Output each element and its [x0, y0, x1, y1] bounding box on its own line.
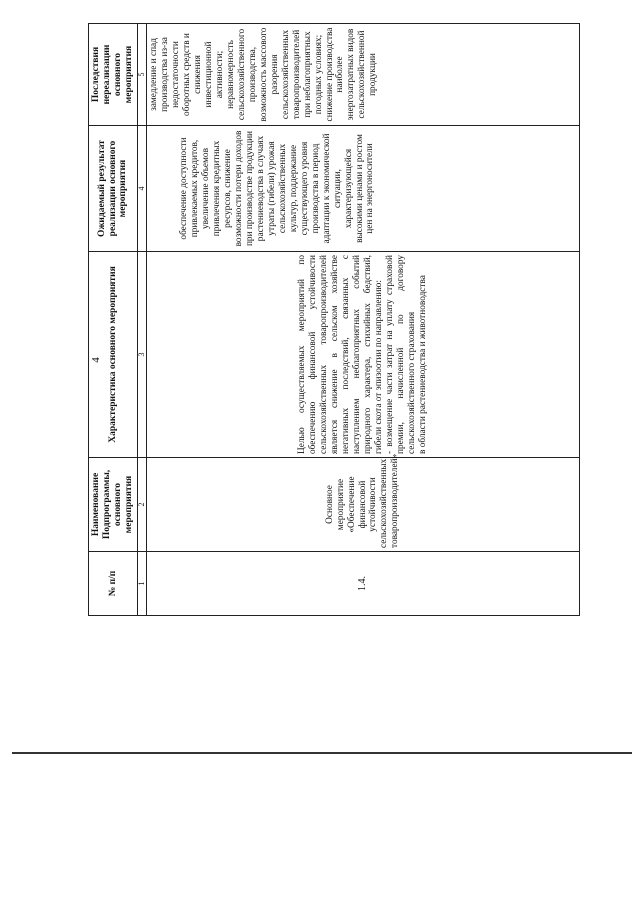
row-name: Основное мероприятие «Обеспечение финансовой устойчивости сельскохозяйственных товаропроизводителей»	[147, 458, 580, 552]
characteristic-paragraph: - возмещение части затрат на уплату страховой премии, начисленной по договору сельскохозяйственного страхования	[384, 255, 417, 454]
header-result: Ожидаемый результат реализации основного мероприятия	[89, 126, 138, 252]
row-number: 1.4.	[147, 552, 580, 616]
header-consequences: Последствия нереализации основного мероприятия	[89, 24, 138, 126]
column-number: 5	[138, 24, 147, 126]
row-result: обеспечение доступности привлекаемых кредитов, увеличение объемов привлечения кредитных ресурсов, снижение возможности потери доходов при производстве продукции растениеводства в случаях утраты (гибели) урожая сельскохозяйственных культур, поддержание существующего уровня производства в период адаптации к экономической ситуации, характеризующейся высокими ценами и ростом цен на энергоносители	[147, 126, 580, 252]
column-number: 1	[138, 552, 147, 616]
table-row	[147, 24, 580, 616]
header-characteristic: Характеристика основного мероприятия	[89, 252, 138, 458]
characteristic-paragraph: в области растениеводства и животноводства	[417, 275, 428, 454]
page-number: 4	[89, 357, 102, 363]
column-number-row	[138, 24, 147, 616]
program-table	[88, 23, 580, 616]
header-row	[89, 24, 138, 616]
column-number: 3	[138, 252, 147, 458]
column-number: 2	[138, 458, 147, 552]
row-consequences: замедление и спад производства из-за недостаточности оборотных средств и снижения инвестиционной активности; неравномерность сельскохозяйственного производства, возможность массового разорения сельскохозяйственных товаропроизводителей при неблагоприятных погодных условиях; снижение производства наиболее энергозатратных видов сельскохозяйственной продукции	[147, 24, 580, 126]
column-number: 4	[138, 126, 147, 252]
header-name: Наименование Подпрограммы, основного мероприятия	[89, 458, 138, 552]
row-characteristic	[147, 252, 580, 458]
characteristic-paragraph: Целью осуществляемых мероприятий по обеспечению финансовой устойчивости сельскохозяйственных товаропроизводителей является снижение в сельском хозяйстве негативных последствий, связанных с наступлением неблагоприятных событий природного характера, стихийных бедствий, гибели скота от эпизоотии по направлению:	[297, 255, 384, 454]
header-number: № п/п	[89, 552, 138, 616]
rotated-table-wrapper	[88, 24, 580, 616]
scan-edge-line	[12, 752, 632, 754]
